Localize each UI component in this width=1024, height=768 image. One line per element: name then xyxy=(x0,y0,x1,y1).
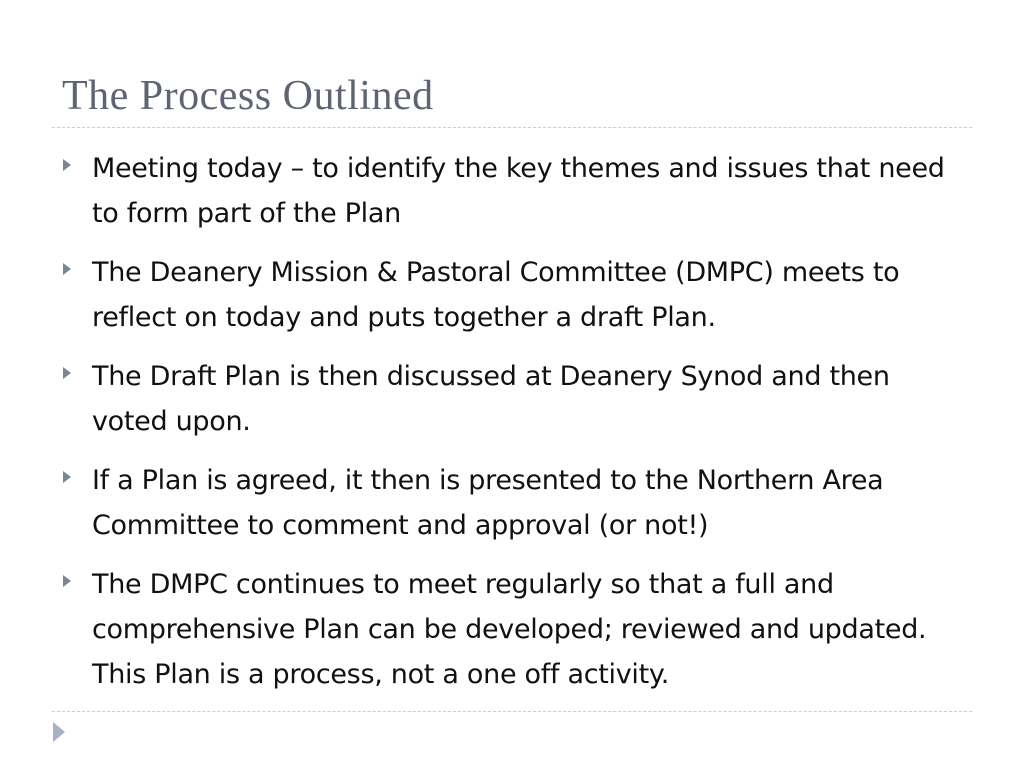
bullet-text: The DMPC continues to meet regularly so that a full and comprehensive Plan can be developed; reviewed and updated. This Plan is a process, not a one off activity. xyxy=(92,569,927,690)
bullet-item xyxy=(62,458,962,548)
play-triangle-icon xyxy=(52,721,66,748)
bullet-item xyxy=(62,354,962,444)
title-divider xyxy=(52,127,972,128)
bullet-text: The Deanery Mission & Pastoral Committee (DMPC) meets to reflect on today and puts together a draft Plan. xyxy=(92,257,900,333)
triangle-right-icon xyxy=(62,458,92,489)
slide-title: The Process Outlined xyxy=(62,73,434,119)
bullet-item xyxy=(62,146,962,236)
triangle-right-icon xyxy=(62,146,92,177)
bullet-item xyxy=(62,562,962,697)
bullet-text: The Draft Plan is then discussed at Deanery Synod and then voted upon. xyxy=(92,361,890,437)
triangle-right-icon xyxy=(62,562,92,593)
triangle-right-icon xyxy=(62,354,92,385)
bullet-item xyxy=(62,250,962,340)
footer-divider xyxy=(52,711,972,712)
bullet-text: If a Plan is agreed, it then is presented to the Northern Area Committee to comment and approval (or not!) xyxy=(92,465,884,541)
triangle-right-icon xyxy=(62,250,92,281)
bullet-list xyxy=(62,146,962,711)
bullet-text: Meeting today – to identify the key themes and issues that need to form part of the Plan xyxy=(92,153,945,229)
